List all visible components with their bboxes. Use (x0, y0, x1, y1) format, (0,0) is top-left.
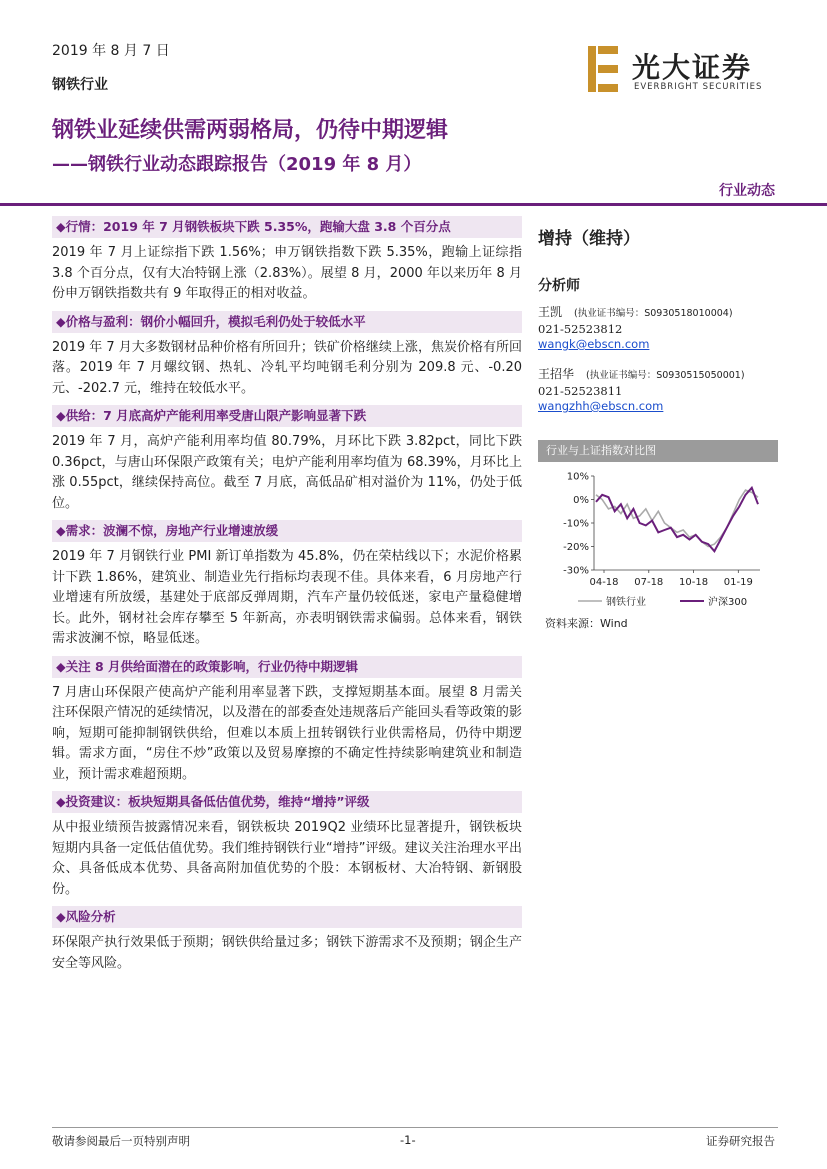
section-body: 2019 年 7 月上证综指下跌 1.56%；申万钢铁指数下跌 5.35%，跑输上证综指 3.8 个百分点，仅有大冶特钢上涨（2.83%）。展望 8 月，2000 年以来历年 8 月份申万钢铁指数共有 9 年取得正的相对收益。 (52, 245, 522, 301)
legend-label: 钢铁行业 (606, 597, 646, 608)
analyst-card (538, 303, 778, 351)
y-tick-label: -30% (563, 565, 589, 577)
company-logo (588, 46, 778, 96)
section-body: 2019 年 7 月钢铁行业 PMI 新订单指数为 45.8%，仍在荣枯线以下；水泥价格累计下跌 1.86%，建筑业、制造业先行指标均表现不佳。具体来看，6 月房地产行业增速有所放缓，基建处于底部反弹周期，汽车产量仍较低迷，家电产量稳健增长。此外，钢材社会库存攀至 5 年新高，亦表明钢铁需求偏弱。总体来看，钢铁需求波澜不惊，略显低迷。 (52, 549, 522, 646)
footer-disclaimer: 敬请参阅最后一页特别声明 (52, 1134, 190, 1148)
chart-title: 行业与上证指数对比图 (538, 440, 778, 462)
analyst-phone: 021-52523811 (538, 384, 623, 398)
page-number: -1- (400, 1133, 416, 1147)
x-tick-label: 01-19 (723, 577, 753, 588)
analyst-email-link[interactable]: wangk@ebscn.com (538, 337, 650, 351)
footer-divider (52, 1127, 778, 1128)
section-risk (52, 906, 522, 974)
analyst-name: 王凯 (538, 305, 563, 319)
analyst-license: (执业证书编号：S0930515050001) (586, 370, 745, 381)
section-demand (52, 520, 522, 650)
analyst-phone: 021-52523812 (538, 322, 623, 336)
analyst-name: 王招华 (538, 367, 575, 381)
section-price (52, 311, 522, 400)
section-body: 2019 年 7 月大多数钢材品种价格有所回升；铁矿价格继续上涨，焦炭价格有所回落。2019 年 7 月螺纹钢、热轧、冷轧平均吨钢毛利分别为 209.8 元、-0.20 元、-202.7 元，维持在较低水平。 (52, 339, 522, 396)
rating: 增持（维持） (538, 229, 640, 249)
section-heading: ◆关注 8 月供给面潜在的政策影响，行业仍待中期逻辑 (52, 656, 522, 678)
section-supply (52, 405, 522, 514)
section-market (52, 216, 522, 305)
report-date: 2019 年 8 月 7 日 (52, 43, 170, 59)
analyst-license: (执业证书编号：S0930518010004) (574, 308, 733, 319)
sidebar (538, 216, 778, 413)
analyst-email-link[interactable]: wangzhh@ebscn.com (538, 399, 664, 413)
section-heading: ◆投资建议：板块短期具备低估值优势，维持“增持”评级 (52, 791, 522, 813)
analyst-heading: 分析师 (538, 278, 580, 294)
section-body: 7 月唐山环保限产使高炉产能利用率显著下跌，支撑短期基本面。展望 8 月需关注环保限产情况的延续情况，以及潜在的部委查处违规落后产能回头看等政策的影响，短期可能抑制钢铁供给，但难以本质上扭转钢铁行业供需格局，仍待中期逻辑。需求方面，“房住不炒”政策以及贸易摩擦的不确定性持续影响建筑业和制造业，预计需求难超预期。 (52, 684, 522, 782)
header-divider (0, 203, 827, 206)
analyst-card (538, 365, 778, 413)
section-heading: ◆供给：7 月底高炉产能利用率受唐山限产影响显著下跌 (52, 405, 522, 427)
x-tick-label: 04-18 (589, 577, 619, 588)
report-type-label: 行业动态 (719, 183, 775, 199)
section-heading: ◆价格与盈利：钢价小幅回升，模拟毛利仍处于较低水平 (52, 311, 522, 333)
y-tick-label: 10% (566, 471, 589, 483)
section-heading: ◆行情：2019 年 7 月钢铁板块下跌 5.35%，跑输大盘 3.8 个百分点 (52, 216, 522, 238)
section-heading: ◆需求：波澜不惊，房地产行业增速放缓 (52, 520, 522, 542)
x-tick-label: 10-18 (679, 577, 709, 588)
section-body: 环保限产执行效果低于预期；钢铁供给量过多；钢铁下游需求不及预期；钢企生产安全等风险。 (52, 935, 522, 971)
logo-chinese-name: 光大证券 (632, 51, 753, 84)
main-content (52, 216, 522, 980)
industry-label: 钢铁行业 (52, 77, 108, 93)
logo-mark-icon (588, 46, 622, 92)
report-title: 钢铁业延续供需两弱格局，仍待中期逻辑 (52, 118, 449, 143)
section-heading: ◆风险分析 (52, 906, 522, 928)
series-line-csi300 (596, 488, 758, 551)
section-body: 2019 年 7 月，高炉产能利用率均值 80.79%，月环比下跌 3.82pct，同比下跌 0.36pct，与唐山环保限产政策有关；电炉产能利用率均值为 68.39%，月环比上涨 0.55pct，继续保持高位。截至 7 月底，高低品矿相对溢价为 11%，仍处于低位。 (52, 434, 522, 511)
logo-english-name: EVERBRIGHT SECURITIES (634, 82, 763, 92)
legend-label: 沪深300 (708, 597, 748, 608)
section-investment (52, 791, 522, 900)
y-tick-label: -10% (563, 518, 589, 530)
footer-report-label: 证券研究报告 (706, 1134, 775, 1148)
report-subtitle: ——钢铁行业动态跟踪报告（2019 年 8 月） (52, 154, 422, 175)
index-comparison-chart (538, 466, 778, 616)
y-tick-label: -20% (563, 542, 589, 553)
section-policy (52, 656, 522, 786)
section-body: 从中报业绩预告披露情况来看，钢铁板块 2019Q2 业绩环比显著提升，钢铁板块短期内具备一定低估值优势。我们维持钢铁行业“增持”评级。建议关注治理水平出众、具备低成本优势、具备高附加值优势的个股：本钢板材、大冶特钢、新钢股份。 (52, 820, 522, 897)
x-tick-label: 07-18 (634, 577, 664, 588)
y-tick-label: 0% (573, 495, 589, 506)
chart-source: 资料来源：Wind (545, 617, 628, 630)
